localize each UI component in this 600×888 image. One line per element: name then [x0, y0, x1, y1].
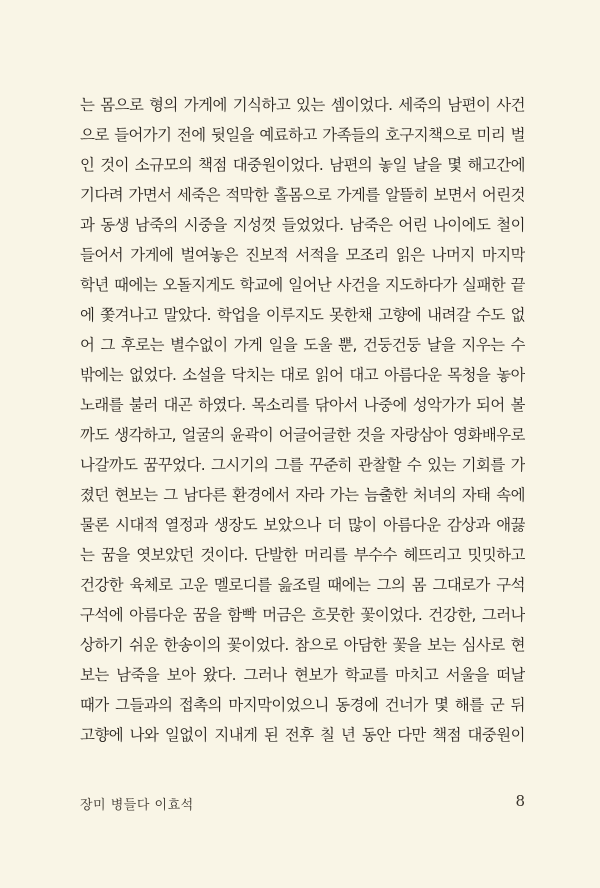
text-line: 물론 시대적 열정과 생장도 보았으나 더 많이 아름다운 감상과 애끓: [80, 516, 525, 534]
text-line: 졌던 현보는 그 남다른 환경에서 자라 가는 늠출한 처녀의 자태 속에: [80, 486, 525, 504]
text-line: 기다려 가면서 세죽은 적막한 홀몸으로 가게를 알뜰히 보면서 어린것: [80, 186, 525, 204]
text-line: 밖에는 없었다. 소설을 닥치는 대로 읽어 대고 아름다운 목청을 놓아: [80, 366, 525, 384]
text-line: 에 쫓겨나고 말았다. 학업을 이루지도 못한채 고향에 내려갈 수도 없: [80, 306, 525, 324]
text-line: 는 꿈을 엿보았던 것이다. 단발한 머리를 부수수 헤뜨리고 밋밋하고: [80, 546, 525, 564]
text-line: 나갈까도 꿈꾸었다. 그시기의 그를 꾸준히 관찰할 수 있는 기회를 가: [80, 456, 525, 474]
text-line: 들어서 가게에 벌여놓은 진보적 서적을 모조리 읽은 나머지 마지막: [80, 246, 525, 264]
text-line: 상하기 쉬운 한송이의 꽃이었다. 참으로 아담한 꽃을 보는 심사로 현: [80, 636, 525, 654]
text-line: 노래를 불러 대곤 하였다. 목소리를 닦아서 나중에 성악가가 되어 볼: [80, 396, 525, 414]
text-line: 는 몸으로 형의 가게에 기식하고 있는 셈이었다. 세죽의 남편이 사건: [80, 96, 525, 114]
text-line: 으로 들어가기 전에 뒷일을 예료하고 가족들의 호구지책으로 미리 벌: [80, 126, 525, 144]
page-number: 8: [515, 792, 525, 810]
text-line: 어 그 후로는 별수없이 가게 일을 도울 뿐, 건둥건둥 날을 지우는 수: [80, 336, 525, 354]
body-text: [80, 90, 525, 750]
text-line: 인 것이 소규모의 책점 대중원이었다. 남편의 놓일 날을 몇 해고간에: [80, 156, 525, 174]
text-line: 고향에 나와 일없이 지내게 된 전후 칠 년 동안 다만 책점 대중원이: [80, 726, 525, 744]
text-line: 보는 남죽을 보아 왔다. 그러나 현보가 학교를 마치고 서울을 떠날: [80, 666, 525, 684]
text-line: 학년 때에는 오돌지게도 학교에 일어난 사건을 지도하다가 실패한 끝: [80, 276, 525, 294]
text-line: 까도 생각하고, 얼굴의 윤곽이 어글어글한 것을 자랑삼아 영화배우로: [80, 426, 525, 444]
text-line: 과 동생 남죽의 시중을 지성껏 들었었다. 남죽은 어린 나이에도 철이: [80, 216, 525, 234]
text-line: 구석에 아름다운 꿈을 함빡 머금은 흐뭇한 꽃이었다. 건강한, 그러나: [80, 606, 525, 624]
text-line: 때가 그들과의 접촉의 마지막이었으니 동경에 건너가 몇 해를 군 뒤: [80, 696, 525, 714]
footer-title: 장미 병들다 이효석: [80, 798, 194, 813]
text-line: 건강한 육체로 고운 멜로디를 읊조릴 때에는 그의 몸 그대로가 구석: [80, 576, 525, 594]
